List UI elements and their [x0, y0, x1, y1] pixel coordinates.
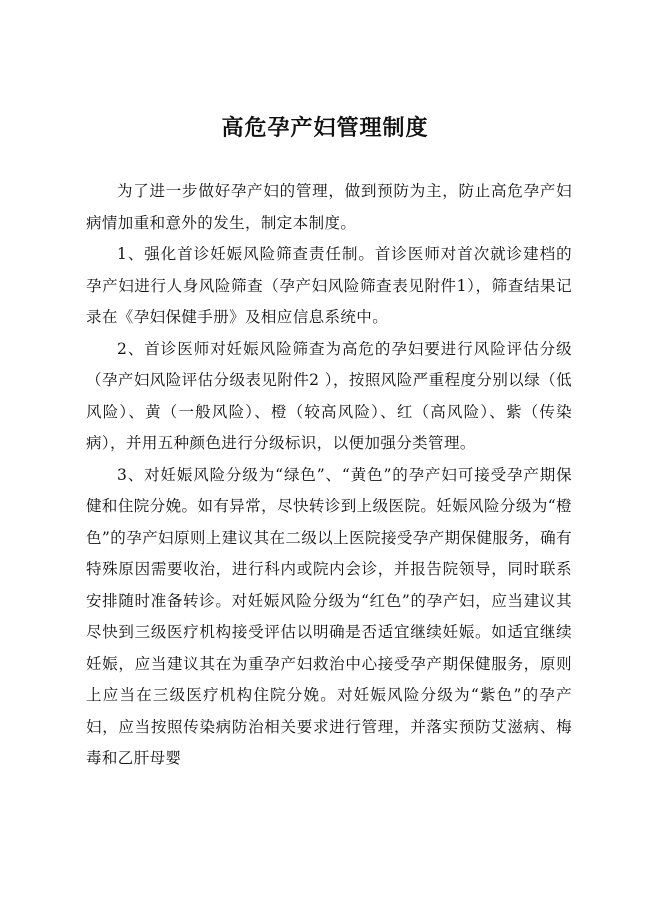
clause-2-paragraph: 2、首诊医师对妊娠风险筛查为高危的孕妇要进行风险评估分级（孕产妇风险评估分级表见附件2 ），按照风险严重程度分别以绿（低风险）、黄（一般风险）、橙（较高风险）、红（高风险）、紫（传染病），并用五种颜色进行分级标识，以便加强分类管理。 — [86, 339, 572, 452]
intro-paragraph: 为了进一步做好孕产妇的管理，做到预防为主，防止高危孕产妇病情加重和意外的发生，制定本制度。 — [86, 182, 572, 232]
clause-1-paragraph: 1、强化首诊妊娠风险筛查责任制。首诊医师对首次就诊建档的孕产妇进行人身风险筛查（孕产妇风险筛查表见附件1），筛查结果记录在《孕妇保健手册》及相应信息系统中。 — [86, 245, 572, 326]
clause-3-paragraph: 3、对妊娠风险分级为“绿色”、“黄色”的孕产妇可接受孕产期保健和住院分娩。如有异常，尽快转诊到上级医院。妊娠风险分级为“橙色”的孕产妇原则上建议其在二级以上医院接受孕产期保健服务，确有特殊原因需要收治，进行科内或院内会诊，并报告院领导，同时联系安排随时准备转诊。对妊娠风险分级为“红色”的孕产妇，应当建议其尽快到三级医疗机构接受评估以明确是否适宜继续妊娠。如适宜继续妊娠，应当建议其在为重孕产妇救治中心接受孕产期保健服务，原则上应当在三级医疗机构住院分娩。对妊娠风险分级为“紫色”的孕产妇，应当按照传染病防治相关要求进行管理，并落实预防艾滋病、梅毒和乙肝母婴 — [86, 465, 572, 767]
document-body — [86, 176, 572, 775]
document-title: 高危孕产妇管理制度 — [221, 116, 429, 141]
